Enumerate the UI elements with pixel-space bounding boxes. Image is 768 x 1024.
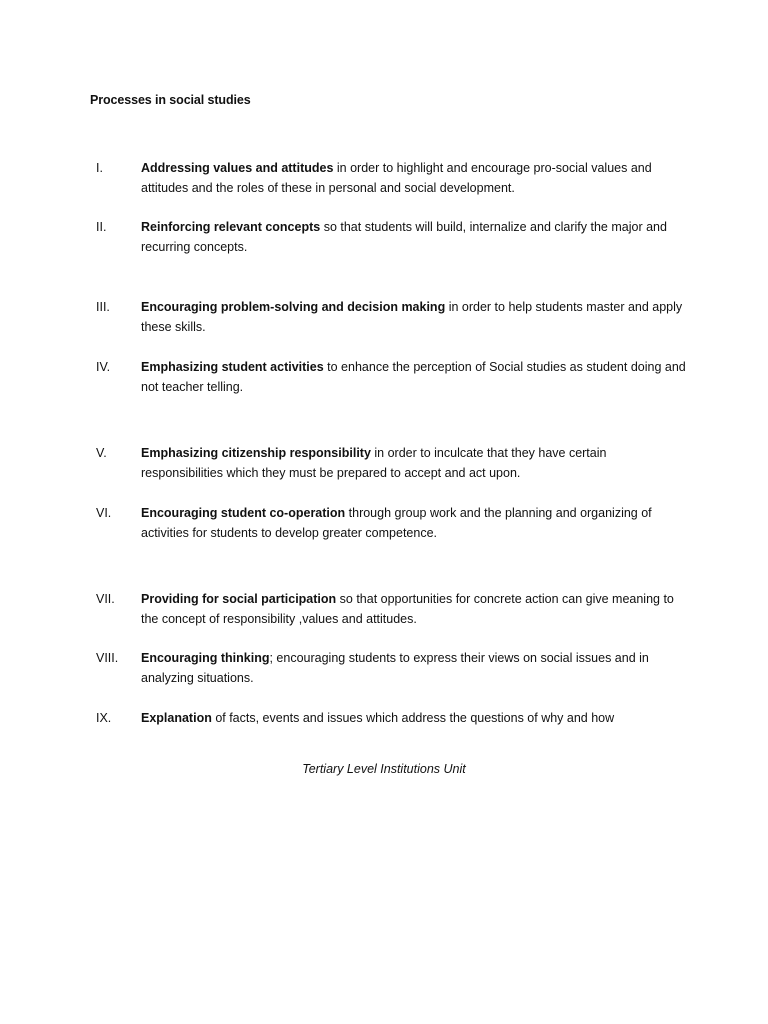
document-title: Processes in social studies: [90, 93, 251, 107]
list-item-text: [141, 648, 686, 688]
list-item-text: [141, 503, 686, 543]
footer-unit-name: Tertiary Level Institutions Unit: [302, 762, 466, 776]
list-item-body: ; encouraging students to express their views on social issues and in analyzing situations.: [141, 651, 649, 685]
list-item-body: in order to inculcate that they have certain responsibilities which they must be prepared to accept and act upon.: [141, 446, 607, 480]
list-numeral: VI.: [96, 506, 112, 520]
list-item-text: [141, 297, 686, 337]
list-item-lead: Providing for social participation: [141, 592, 337, 606]
list-numeral: VIII.: [96, 651, 119, 665]
list-item-text: [141, 443, 686, 483]
list-numeral: V.: [96, 446, 107, 460]
list-item-body: of facts, events and issues which address the questions of why and how: [211, 711, 615, 725]
list-item-body: through group work and the planning and organizing of activities for students to develop greater competence.: [141, 506, 652, 540]
list-item-body: in order to highlight and encourage pro-social values and attitudes and the roles of these in personal and social development.: [141, 161, 652, 195]
list-item-lead: Encouraging student co-operation: [141, 506, 346, 520]
list-item-lead: Addressing values and attitudes: [141, 161, 334, 175]
list-item-text: [141, 357, 686, 397]
list-numeral: I.: [96, 161, 103, 175]
list-item-body: in order to help students master and apply these skills.: [141, 300, 683, 334]
list-item-text: [141, 158, 686, 198]
list-item-body: to enhance the perception of Social studies as student doing and not teacher telling.: [141, 360, 686, 394]
list-numeral: II.: [96, 220, 107, 234]
list-item-lead: Emphasizing student activities: [141, 360, 324, 374]
list-numeral: IV.: [96, 360, 111, 374]
list-item-lead: Encouraging thinking: [141, 651, 270, 665]
list-item-lead: Emphasizing citizenship responsibility: [141, 446, 371, 460]
list-item-text: [141, 589, 686, 629]
list-item-lead: Explanation: [141, 711, 212, 725]
list-item-text: [141, 708, 686, 728]
list-numeral: III.: [96, 300, 110, 314]
list-item-body: so that opportunities for concrete action can give meaning to the concept of responsibility ,values and attitudes.: [141, 592, 674, 626]
list-item-lead: Encouraging problem-solving and decision making: [141, 300, 446, 314]
list-item-lead: Reinforcing relevant concepts: [141, 220, 321, 234]
list-item-text: [141, 217, 686, 257]
list-item-body: so that students will build, internalize and clarify the major and recurring concepts.: [141, 220, 667, 254]
list-numeral: VII.: [96, 592, 115, 606]
list-numeral: IX.: [96, 711, 112, 725]
